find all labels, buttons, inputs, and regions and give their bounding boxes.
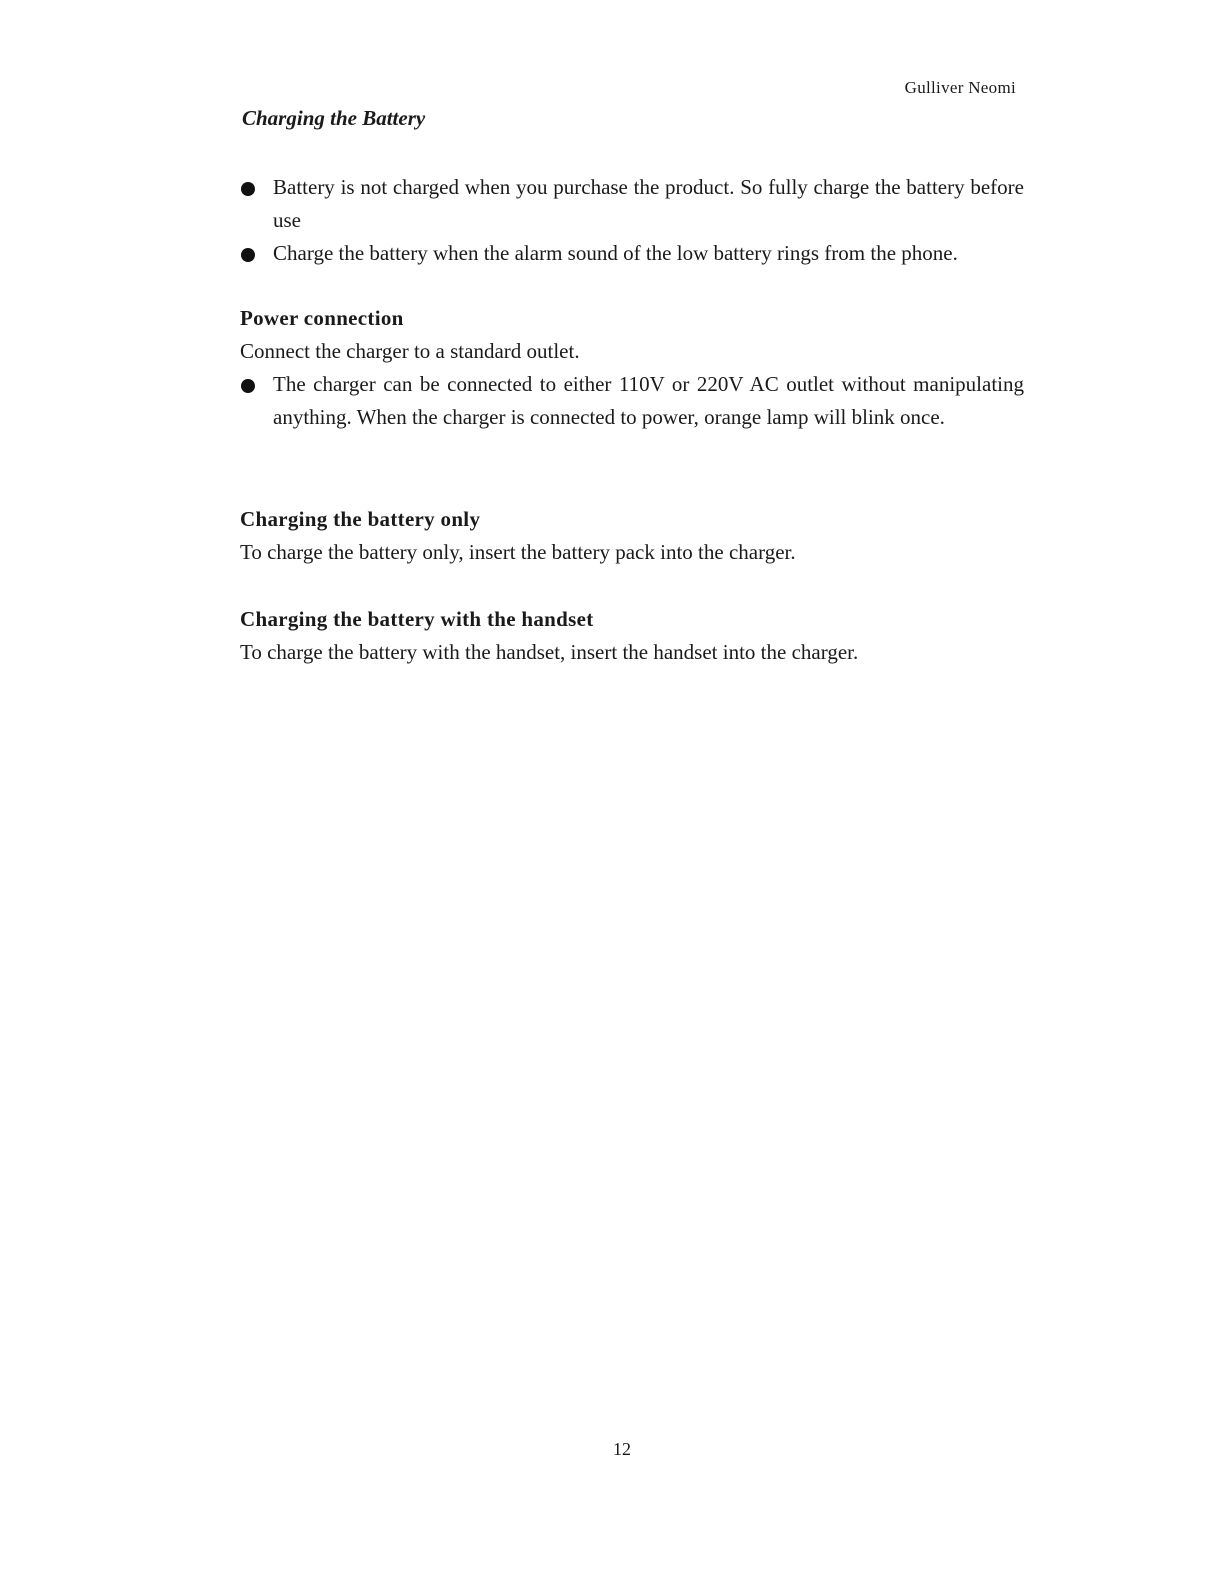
running-header: Gulliver Neomi (904, 78, 1016, 97)
intro-bullet-list (240, 171, 1024, 270)
bullet-text: Battery is not charged when you purchase the product. So fully charge the battery before use (273, 175, 1024, 232)
bullet-text: Charge the battery when the alarm sound of the low battery rings from the phone. (273, 241, 958, 265)
power-connection-heading: Power connection (240, 306, 404, 330)
battery-only-text: To charge the battery only, insert the battery pack into the charger. (240, 540, 796, 564)
bullet-icon (241, 248, 255, 262)
battery-with-handset-text: To charge the battery with the handset, insert the handset into the charger. (240, 640, 859, 664)
power-connection-bullet-list (240, 368, 1024, 434)
page-number: 12 (613, 1439, 631, 1459)
list-item (240, 171, 1024, 237)
battery-only-heading: Charging the battery only (240, 507, 481, 531)
list-item (240, 368, 1024, 434)
section-title: Charging the Battery (242, 106, 426, 130)
battery-with-handset-section (240, 603, 1024, 669)
battery-with-handset-heading: Charging the battery with the handset (240, 607, 594, 631)
bullet-text: The charger can be connected to either 110V or 220V AC outlet without manipulating anything. When the charger is connected to power, orange lamp will blink once. (273, 372, 1024, 429)
battery-only-section (240, 503, 1024, 569)
power-connection-section (240, 302, 1024, 434)
bullet-icon (241, 182, 255, 196)
list-item (240, 237, 1024, 270)
intro-section (240, 171, 1024, 270)
bullet-icon (241, 379, 255, 393)
power-connection-text: Connect the charger to a standard outlet. (240, 339, 580, 363)
